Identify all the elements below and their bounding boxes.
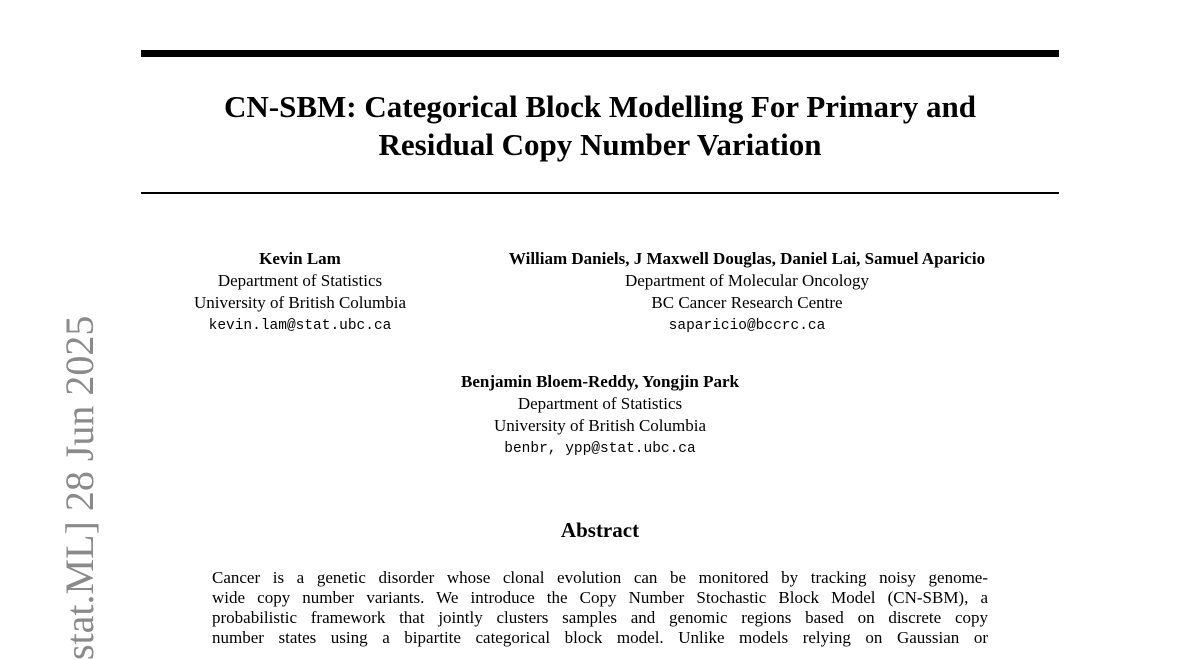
abstract-line: probabilistic framework that jointly clusters samples and genomic regions based on discrete copy <box>212 608 988 627</box>
top-rule <box>141 50 1059 57</box>
author-block-bloem-reddy <box>400 371 800 461</box>
author-institution: BC Cancer Research Centre <box>651 293 843 312</box>
title-line-2: Residual Copy Number Variation <box>378 127 822 162</box>
author-names: Benjamin Bloem-Reddy, Yongjin Park <box>460 372 739 391</box>
author-email[interactable]: benbr, ypp@stat.ubc.ca <box>504 441 696 457</box>
author-names: Kevin Lam <box>259 249 341 268</box>
author-email[interactable]: kevin.lam@stat.ubc.ca <box>208 318 392 334</box>
author-institution: University of British Columbia <box>493 416 707 435</box>
title-line-1: CN-SBM: Categorical Block Modelling For Primary and <box>224 89 976 124</box>
author-department: Department of Molecular Oncology <box>624 271 870 290</box>
author-block-lam <box>170 248 430 338</box>
title-rule <box>141 192 1059 194</box>
author-email[interactable]: saparicio@bccrc.ca <box>668 318 826 334</box>
arxiv-sidebar-identifier: stat.ML] 28 Jun 2025 <box>57 315 102 660</box>
author-block-daniels <box>462 248 1032 338</box>
abstract-text <box>212 568 988 648</box>
abstract-line: number states using a bipartite categorical block model. Unlike models relying on Gaussian or <box>212 628 988 647</box>
paper-title <box>141 88 1059 164</box>
author-institution: University of British Columbia <box>193 293 407 312</box>
author-names: William Daniels, J Maxwell Douglas, Daniel Lai, Samuel Aparicio <box>508 249 986 268</box>
abstract-line: wide copy number variants. We introduce the Copy Number Stochastic Block Model (CN-SBM), a <box>212 588 988 607</box>
abstract-heading: Abstract <box>560 518 640 542</box>
abstract-line: Cancer is a genetic disorder whose clonal evolution can be monitored by tracking noisy genome- <box>212 568 988 587</box>
author-department: Department of Statistics <box>517 394 683 413</box>
author-department: Department of Statistics <box>217 271 383 290</box>
